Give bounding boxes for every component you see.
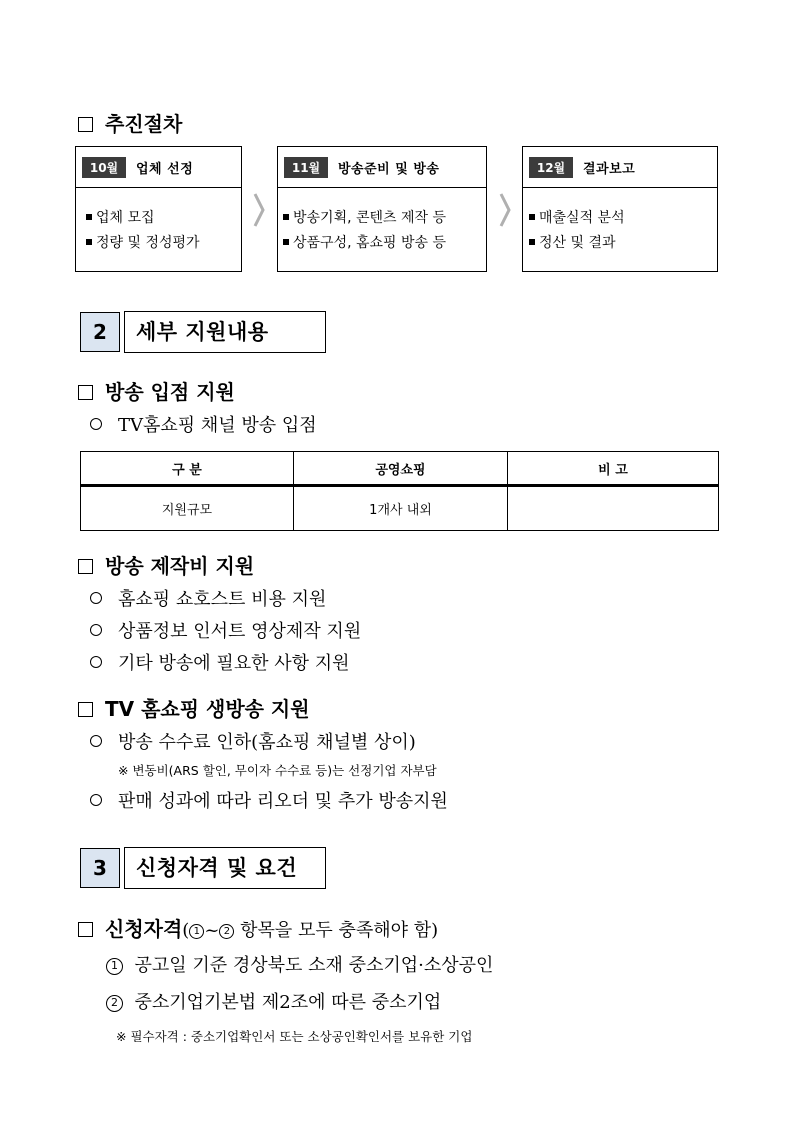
list-item: 2 중소기업기본법 제2조에 따른 중소기업 xyxy=(106,991,441,1015)
note-text: ※ 변동비(ARS 할인, 무이자 수수료 등)는 선정기업 자부담 xyxy=(118,763,437,778)
process-step-3 xyxy=(522,146,718,272)
table-cell: 1개사 내외 xyxy=(294,486,508,531)
support-table xyxy=(80,451,719,531)
process-step-title: 방송준비 및 방송 xyxy=(338,161,440,177)
section-number: 3 xyxy=(80,848,120,888)
note-text: ※ 필수자격 : 중소기업확인서 또는 소상공인확인서를 보유한 기업 xyxy=(116,1029,473,1044)
process-step-title: 결과보고 xyxy=(583,161,636,177)
checkbox-icon xyxy=(78,117,93,132)
list-item: 상품구성, 홈쇼핑 방송 등 xyxy=(283,231,486,256)
table-row xyxy=(81,486,719,531)
square-bullet-icon xyxy=(86,214,92,220)
process-step-1 xyxy=(75,146,242,272)
circled-number: 2 xyxy=(219,924,234,939)
checkbox-icon xyxy=(78,385,93,400)
list-item: TV홈쇼핑 채널 방송 입점 xyxy=(90,414,317,438)
chevron-right-icon xyxy=(252,190,266,230)
process-step-header xyxy=(523,147,717,188)
table-cell: 지원규모 xyxy=(81,486,294,531)
table-header: 구 분 xyxy=(81,452,294,486)
square-bullet-icon xyxy=(283,214,289,220)
circled-number: 1 xyxy=(106,958,123,975)
circle-bullet-icon xyxy=(90,592,102,604)
circle-bullet-icon xyxy=(90,656,102,668)
process-step-header xyxy=(76,147,241,188)
list-item: 1 공고일 기준 경상북도 소재 중소기업·소상공인 xyxy=(106,954,493,978)
list-item: 방송기획, 콘텐츠 제작 등 xyxy=(283,206,486,231)
month-badge: 10월 xyxy=(82,157,126,178)
square-bullet-icon xyxy=(529,214,535,220)
qualification-heading: 신청자격( 1 ~ 2 항목을 모두 충족해야 함) xyxy=(78,917,438,943)
checkbox-icon xyxy=(78,922,93,937)
list-item: 정량 및 정성평가 xyxy=(86,231,241,256)
square-bullet-icon xyxy=(283,239,289,245)
list-item: 홈쇼핑 쇼호스트 비용 지원 xyxy=(90,588,326,612)
circle-bullet-icon xyxy=(90,735,102,747)
process-step-header xyxy=(278,147,486,188)
square-bullet-icon xyxy=(529,239,535,245)
process-step-title: 업체 선정 xyxy=(136,161,194,177)
production-heading: 방송 제작비 지원 xyxy=(78,554,254,578)
list-item: 방송 수수료 인하(홈쇼핑 채널별 상이) xyxy=(90,731,416,755)
list-item: 매출실적 분석 xyxy=(529,206,717,231)
checkbox-icon xyxy=(78,702,93,717)
square-bullet-icon xyxy=(86,239,92,245)
process-step-2 xyxy=(277,146,487,272)
list-item: 판매 성과에 따라 리오더 및 추가 방송지원 xyxy=(90,790,448,814)
list-item: 기타 방송에 필요한 사항 지원 xyxy=(90,652,350,676)
month-badge: 12월 xyxy=(529,157,573,178)
list-item: 업체 모집 xyxy=(86,206,241,231)
circled-number: 2 xyxy=(106,995,123,1012)
circled-number: 1 xyxy=(189,924,204,939)
procedure-heading: 추진절차 xyxy=(78,112,182,136)
table-header: 공영쇼핑 xyxy=(294,452,508,486)
section-title: 신청자격 및 요건 xyxy=(124,847,326,889)
circle-bullet-icon xyxy=(90,418,102,430)
chevron-right-icon xyxy=(498,190,512,230)
section-title: 세부 지원내용 xyxy=(124,311,326,353)
list-item: 정산 및 결과 xyxy=(529,231,717,256)
checkbox-icon xyxy=(78,559,93,574)
section-number: 2 xyxy=(80,312,120,352)
entry-heading: 방송 입점 지원 xyxy=(78,380,235,404)
circle-bullet-icon xyxy=(90,624,102,636)
process-step-body xyxy=(278,188,486,256)
month-badge: 11월 xyxy=(284,157,328,178)
live-heading: TV 홈쇼핑 생방송 지원 xyxy=(78,697,310,721)
process-step-body xyxy=(76,188,241,256)
table-cell xyxy=(508,486,719,531)
table-header-row xyxy=(81,452,719,486)
table-header: 비 고 xyxy=(508,452,719,486)
circle-bullet-icon xyxy=(90,794,102,806)
list-item: 상품정보 인서트 영상제작 지원 xyxy=(90,620,361,644)
process-step-body xyxy=(523,188,717,256)
